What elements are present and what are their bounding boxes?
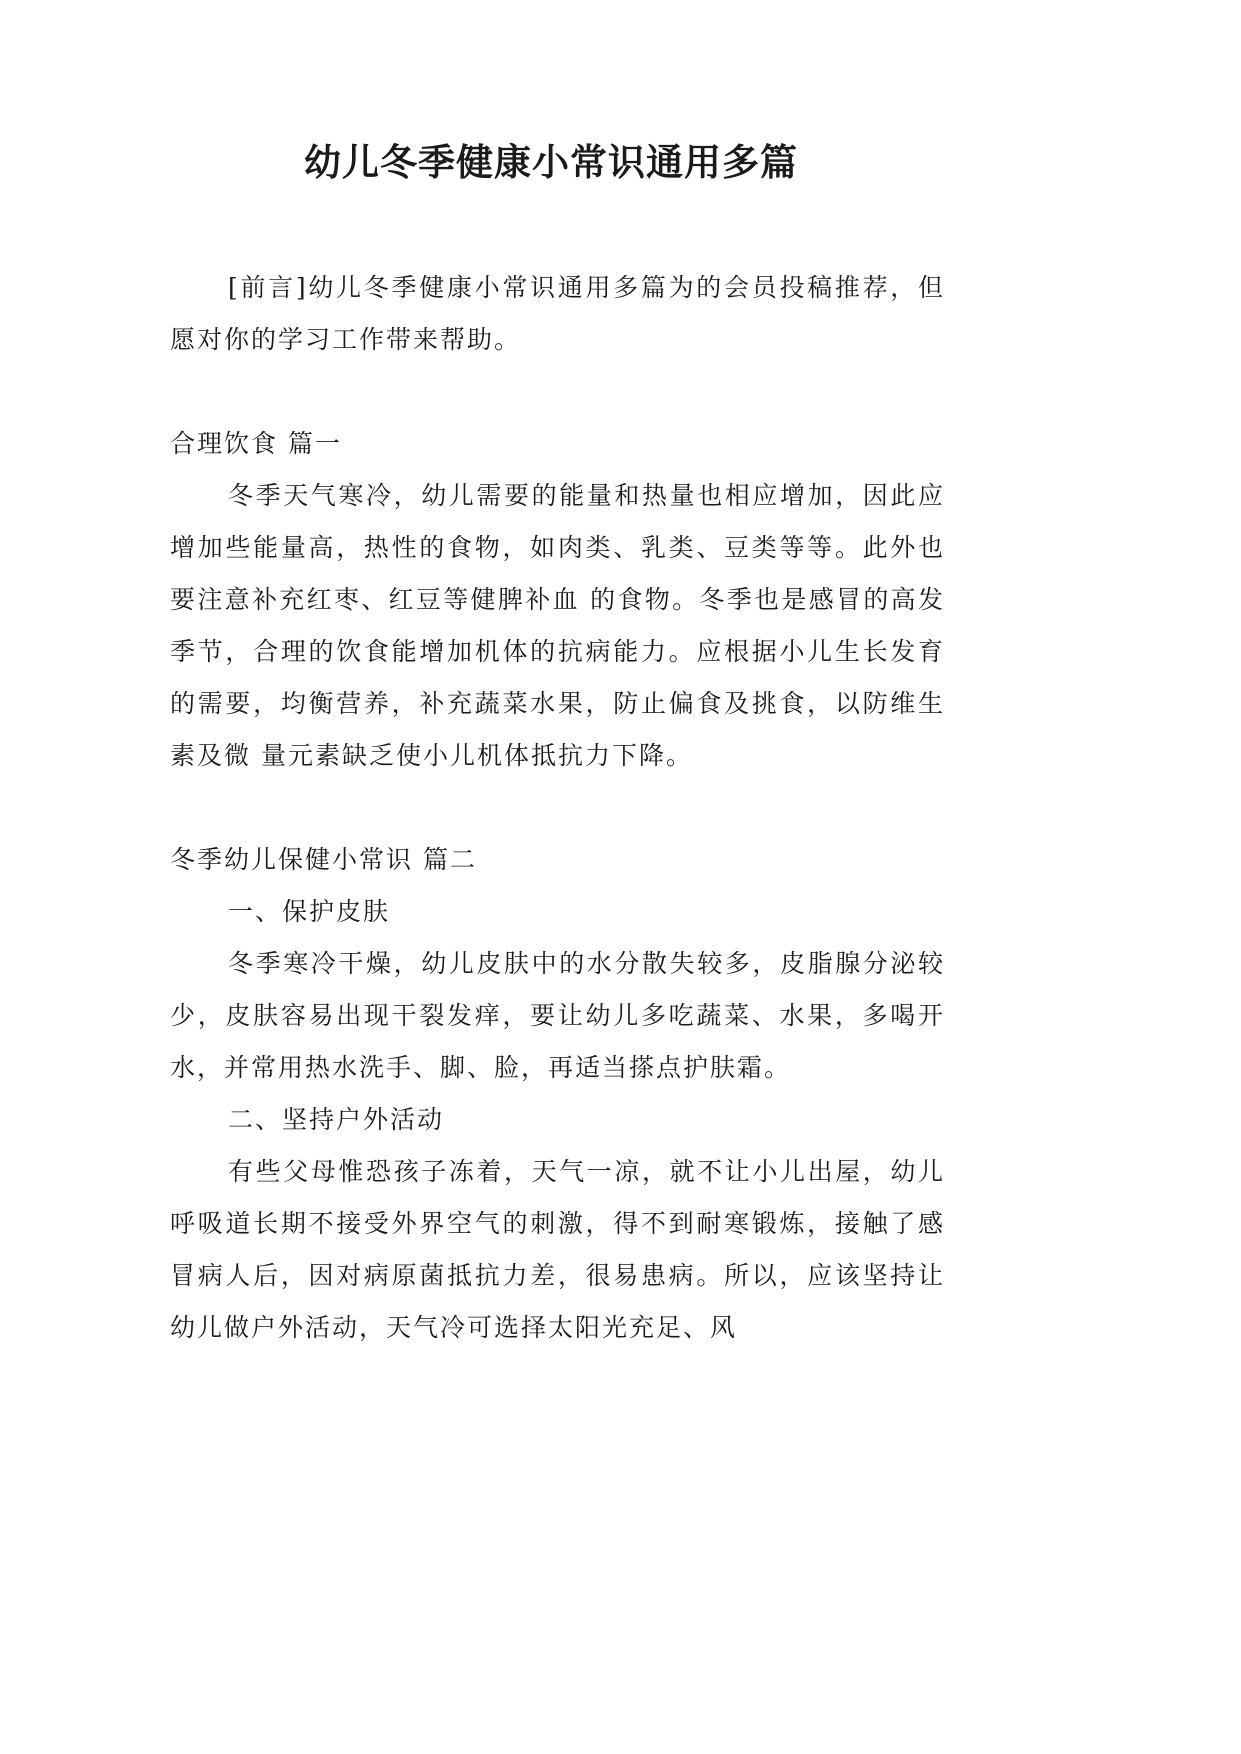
spacer (170, 366, 945, 418)
section-1-paragraph: 冬季天气寒冷，幼儿需要的能量和热量也相应增加，因此应增加些能量高，热性的食物，如肉类、乳类、豆类等等。此外也要注意补充红枣、红豆等健脾补血 的食物。冬季也是感冒的高发季节，合理的饮食能增加机体的抗病能力。应根据小儿生长发育的需要，均衡营养，补充蔬菜水果，防止偏食及挑食，以防维生素及微 量元素缺乏使小儿机体抵抗力下降。 (170, 481, 945, 770)
subsection-2-paragraph: 有些父母惟恐孩子冻着，天气一凉，就不让小儿出屋，幼儿呼吸道长期不接受外界空气的刺激，得不到耐寒锻炼，接触了感冒病人后，因对病原菌抵抗力差，很易患病。所以，应该坚持让幼儿做户外活动，天气冷可选择太阳光充足、风 (170, 1157, 945, 1342)
document-body (170, 262, 945, 1354)
page-title: 幼儿冬季健康小常识通用多篇 (304, 141, 798, 184)
subsection-title-2: 二、坚持户外活动 (228, 1105, 445, 1134)
section-heading-1: 合理饮食 篇一 (170, 429, 342, 458)
subsection-title-1: 一、保护皮肤 (228, 897, 391, 926)
spacer (170, 782, 945, 834)
preface-paragraph: [前言]幼儿冬季健康小常识通用多篇为的会员投稿推荐，但愿对你的学习工作带来帮助。 (170, 273, 945, 354)
subsection-1-paragraph: 冬季寒冷干燥，幼儿皮肤中的水分散失较多，皮脂腺分泌较少，皮肤容易出现干裂发痒，要让幼儿多吃蔬菜、水果，多喝开水，并常用热水洗手、脚、脸，再适当搽点护肤霜。 (170, 949, 945, 1082)
section-heading-2: 冬季幼儿保健小常识 篇二 (170, 845, 477, 874)
